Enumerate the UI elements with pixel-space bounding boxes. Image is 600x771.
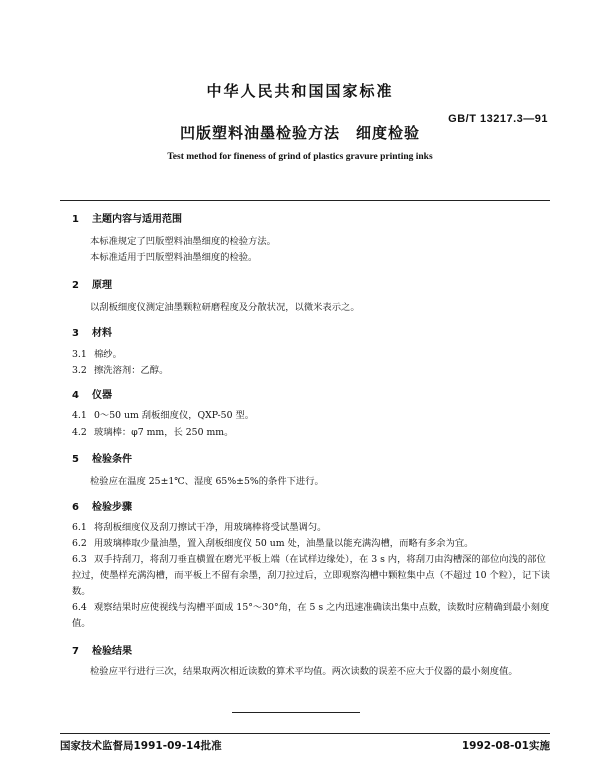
section-4-item: 4.1 0～50 um 刮板细度仪，QXP-50 型。 (72, 410, 255, 421)
section-6-item: 6.1 将刮板细度仪及刮刀擦试干净，用玻璃棒将受试墨调匀。 (72, 522, 327, 533)
approval-date: 国家技术监督局1991-09-14批准 (60, 740, 222, 752)
section-3-item: 3.2 擦洗溶剂：乙醇。 (72, 365, 169, 376)
section-1-line: 本标准规定了凹版塑料油墨细度的检验方法。 (90, 236, 276, 247)
document-title-en: Test method for fineness of grind of plastics gravure printing inks (167, 152, 433, 162)
section-6-heading: 6 检验步骤 (72, 502, 132, 513)
section-1-line: 本标准适用于凹版塑料油墨细度的检验。 (90, 252, 258, 263)
section-4-item: 4.2 玻璃棒：φ7 mm，长 250 mm。 (72, 427, 234, 438)
document-title-cn: 凹版塑料油墨检验方法 细度检验 (179, 124, 420, 142)
section-5-line: 检验应在温度 25±1℃、湿度 65%±5%的条件下进行。 (90, 476, 324, 487)
section-2-line: 以刮板细度仪测定油墨颗粒研磨程度及分散状况，以微米表示之。 (90, 302, 360, 313)
end-rule (232, 712, 360, 713)
section-6-item: 6.4 观察结果时应使视线与沟槽平面成 15°～30°角，在 5 s 之内迅速准确读出集中点数，读数时应精确到最小刻度值。 (72, 602, 550, 629)
standard-code: GB/T 13217.3—91 (448, 113, 548, 125)
section-6-item: 6.3 双手持刮刀，将刮刀垂直横置在磨光平板上端（在试样边缘处），在 3 s 内，将刮刀由沟槽深的部位向浅的部位拉过，使墨样充满沟槽，而平板上不留有余墨，刮刀拉过后，立即观察沟槽中颗粒集中点（不超过 10 个粒），记下读数。 (72, 554, 550, 597)
header-rule (60, 200, 550, 201)
section-7-heading: 7 检验结果 (72, 646, 132, 657)
section-3-item: 3.1 棉纱。 (72, 349, 122, 360)
standard-title: 中华人民共和国国家标准 (206, 82, 394, 100)
footer-rule (60, 733, 550, 734)
section-2-heading: 2 原理 (72, 280, 112, 291)
section-5-heading: 5 检验条件 (72, 454, 132, 465)
section-3-heading: 3 材料 (72, 328, 112, 339)
section-1-heading: 1 主题内容与适用范围 (72, 214, 182, 225)
section-4-heading: 4 仪器 (72, 390, 112, 401)
footer (60, 738, 550, 753)
section-6-item: 6.2 用玻璃棒取少量油墨，置入刮板细度仪 50 um 处，油墨量以能充满沟槽，而略有多余为宜。 (72, 538, 474, 549)
section-7-text: 检验应平行进行三次，结果取两次相近读数的算术平均值。两次读数的误差不应大于仪器的最小刻度值。 (90, 666, 518, 677)
implementation-date: 1992-08-01实施 (461, 740, 550, 752)
